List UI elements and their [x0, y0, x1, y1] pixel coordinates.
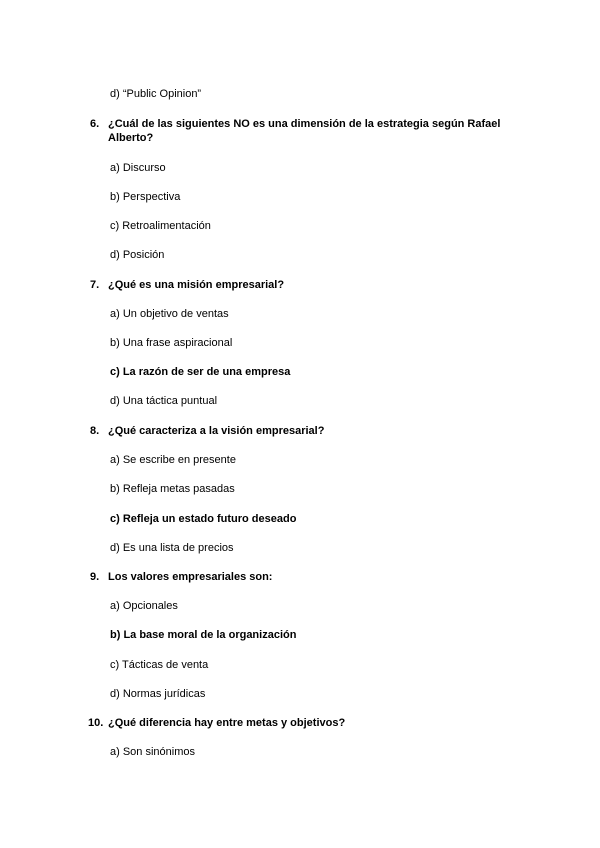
answer-option: c) Retroalimentación: [110, 220, 211, 232]
answer-option: a) Opcionales: [110, 600, 178, 612]
question-text: ¿Cuál de las siguientes NO es una dimensión de la estrategia según Rafael Alberto?: [108, 118, 501, 144]
answer-option: d) Normas jurídicas: [110, 688, 206, 700]
answer-option-correct: b) La base moral de la organización: [110, 629, 297, 641]
answer-option: b) Perspectiva: [110, 191, 181, 203]
question-number: 10.: [88, 717, 104, 729]
answer-option: a) Discurso: [110, 162, 166, 174]
answer-option: d) Posición: [110, 249, 165, 261]
answer-option: d) “Public Opinion”: [110, 88, 202, 100]
answer-option: a) Se escribe en presente: [110, 454, 236, 466]
question-number: 9.: [90, 571, 100, 583]
question-text: ¿Qué caracteriza a la visión empresarial?: [108, 425, 325, 437]
question-number: 8.: [90, 425, 100, 437]
answer-option: b) Una frase aspiracional: [110, 337, 233, 349]
answer-option-correct: c) Refleja un estado futuro deseado: [110, 513, 297, 525]
question-text: ¿Qué es una misión empresarial?: [108, 279, 285, 291]
answer-option: a) Son sinónimos: [110, 746, 195, 758]
answer-option: a) Un objetivo de ventas: [110, 308, 229, 320]
question-text: Los valores empresariales son:: [108, 571, 273, 583]
answer-option-correct: c) La razón de ser de una empresa: [110, 366, 291, 378]
question-number: 6.: [90, 118, 100, 130]
answer-option: d) Es una lista de precios: [110, 542, 234, 554]
question-text: ¿Qué diferencia hay entre metas y objetivos?: [108, 717, 346, 729]
answer-option: b) Refleja metas pasadas: [110, 483, 235, 495]
answer-option: d) Una táctica puntual: [110, 395, 218, 407]
question-number: 7.: [90, 279, 100, 291]
answer-option: c) Tácticas de venta: [110, 659, 209, 671]
